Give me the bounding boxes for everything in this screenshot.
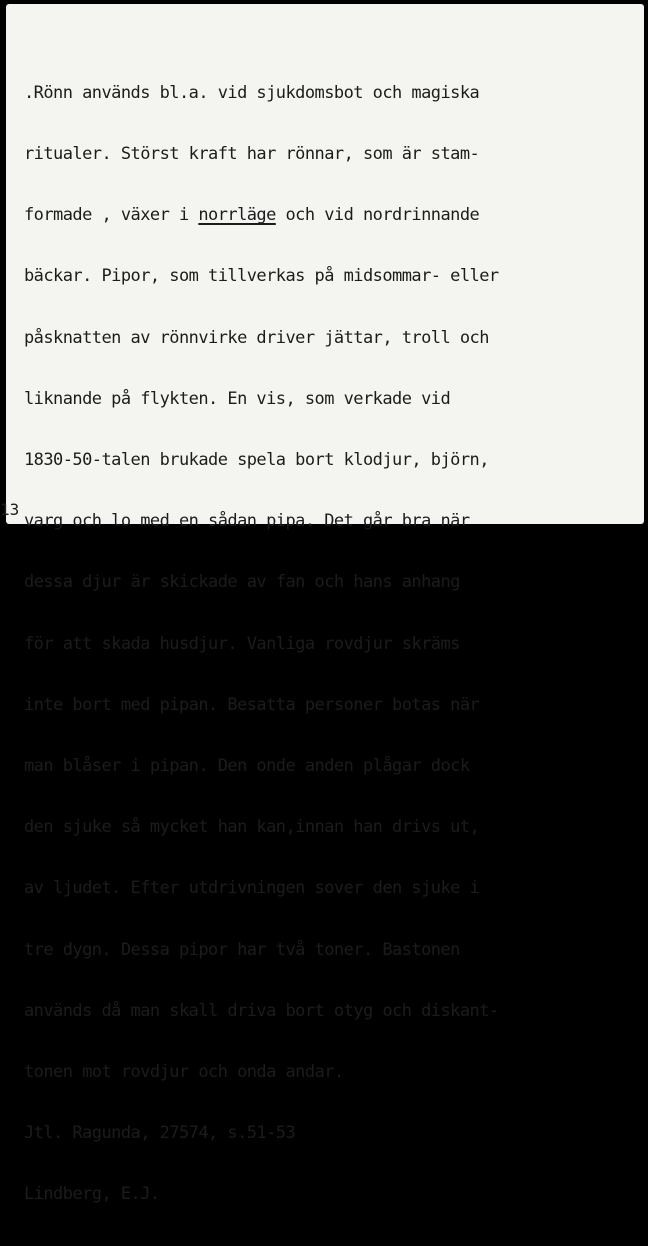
author-line: Lindberg, E.J. — [24, 1184, 160, 1205]
text-line: ritualer. Störst kraft har rönnar, som är stam- — [24, 144, 480, 165]
text-line: bäckar. Pipor, som tillverkas på midsommar- eller — [24, 266, 499, 287]
text-line: den sjuke så mycket han kan,innan han drivs ut, — [24, 817, 480, 838]
card-number: 13 — [0, 500, 20, 519]
text-line: tre dygn. Dessa pipor har två toner. Bastonen — [24, 939, 460, 960]
text-line: av ljudet. Efter utdrivningen sover den sjuke i — [24, 878, 480, 899]
text-line-start: formade , växer i — [24, 205, 199, 226]
text-line: .Rönn används bl.a. vid sjukdomsbot och magiska — [24, 82, 480, 103]
text-line: inte bort med pipan. Besatta personer botas när — [24, 694, 480, 715]
text-line: för att skada husdjur. Vanliga rovdjur skräms — [24, 633, 460, 654]
text-line: tonen mot rovdjur och onda andar. — [24, 1062, 344, 1083]
archive-index-card — [6, 4, 644, 1205]
text-line: varg och lo med en sådan pipa. Det går bra när — [24, 511, 470, 532]
text-line: används då man skall driva bort otyg och diskant- — [24, 1000, 499, 1021]
text-line: dessa djur är skickade av fan och hans anhang — [24, 572, 460, 593]
underlined-word: norrläge — [198, 205, 276, 226]
text-line: påsknatten av rönnvirke driver jättar, troll och — [24, 327, 489, 348]
text-line-end: och vid nordrinnande — [275, 205, 480, 226]
text-line: 1830-50-talen brukade spela bort klodjur, björn, — [24, 450, 489, 471]
text-line — [24, 205, 499, 225]
source-reference: Jtl. Ragunda, 27574, s.51-53 — [24, 1123, 296, 1144]
text-line: man blåser i pipan. Den onde anden plågar dock — [24, 756, 470, 777]
text-line: liknande på flykten. En vis, som verkade vid — [24, 388, 451, 409]
card-text — [24, 42, 499, 1246]
